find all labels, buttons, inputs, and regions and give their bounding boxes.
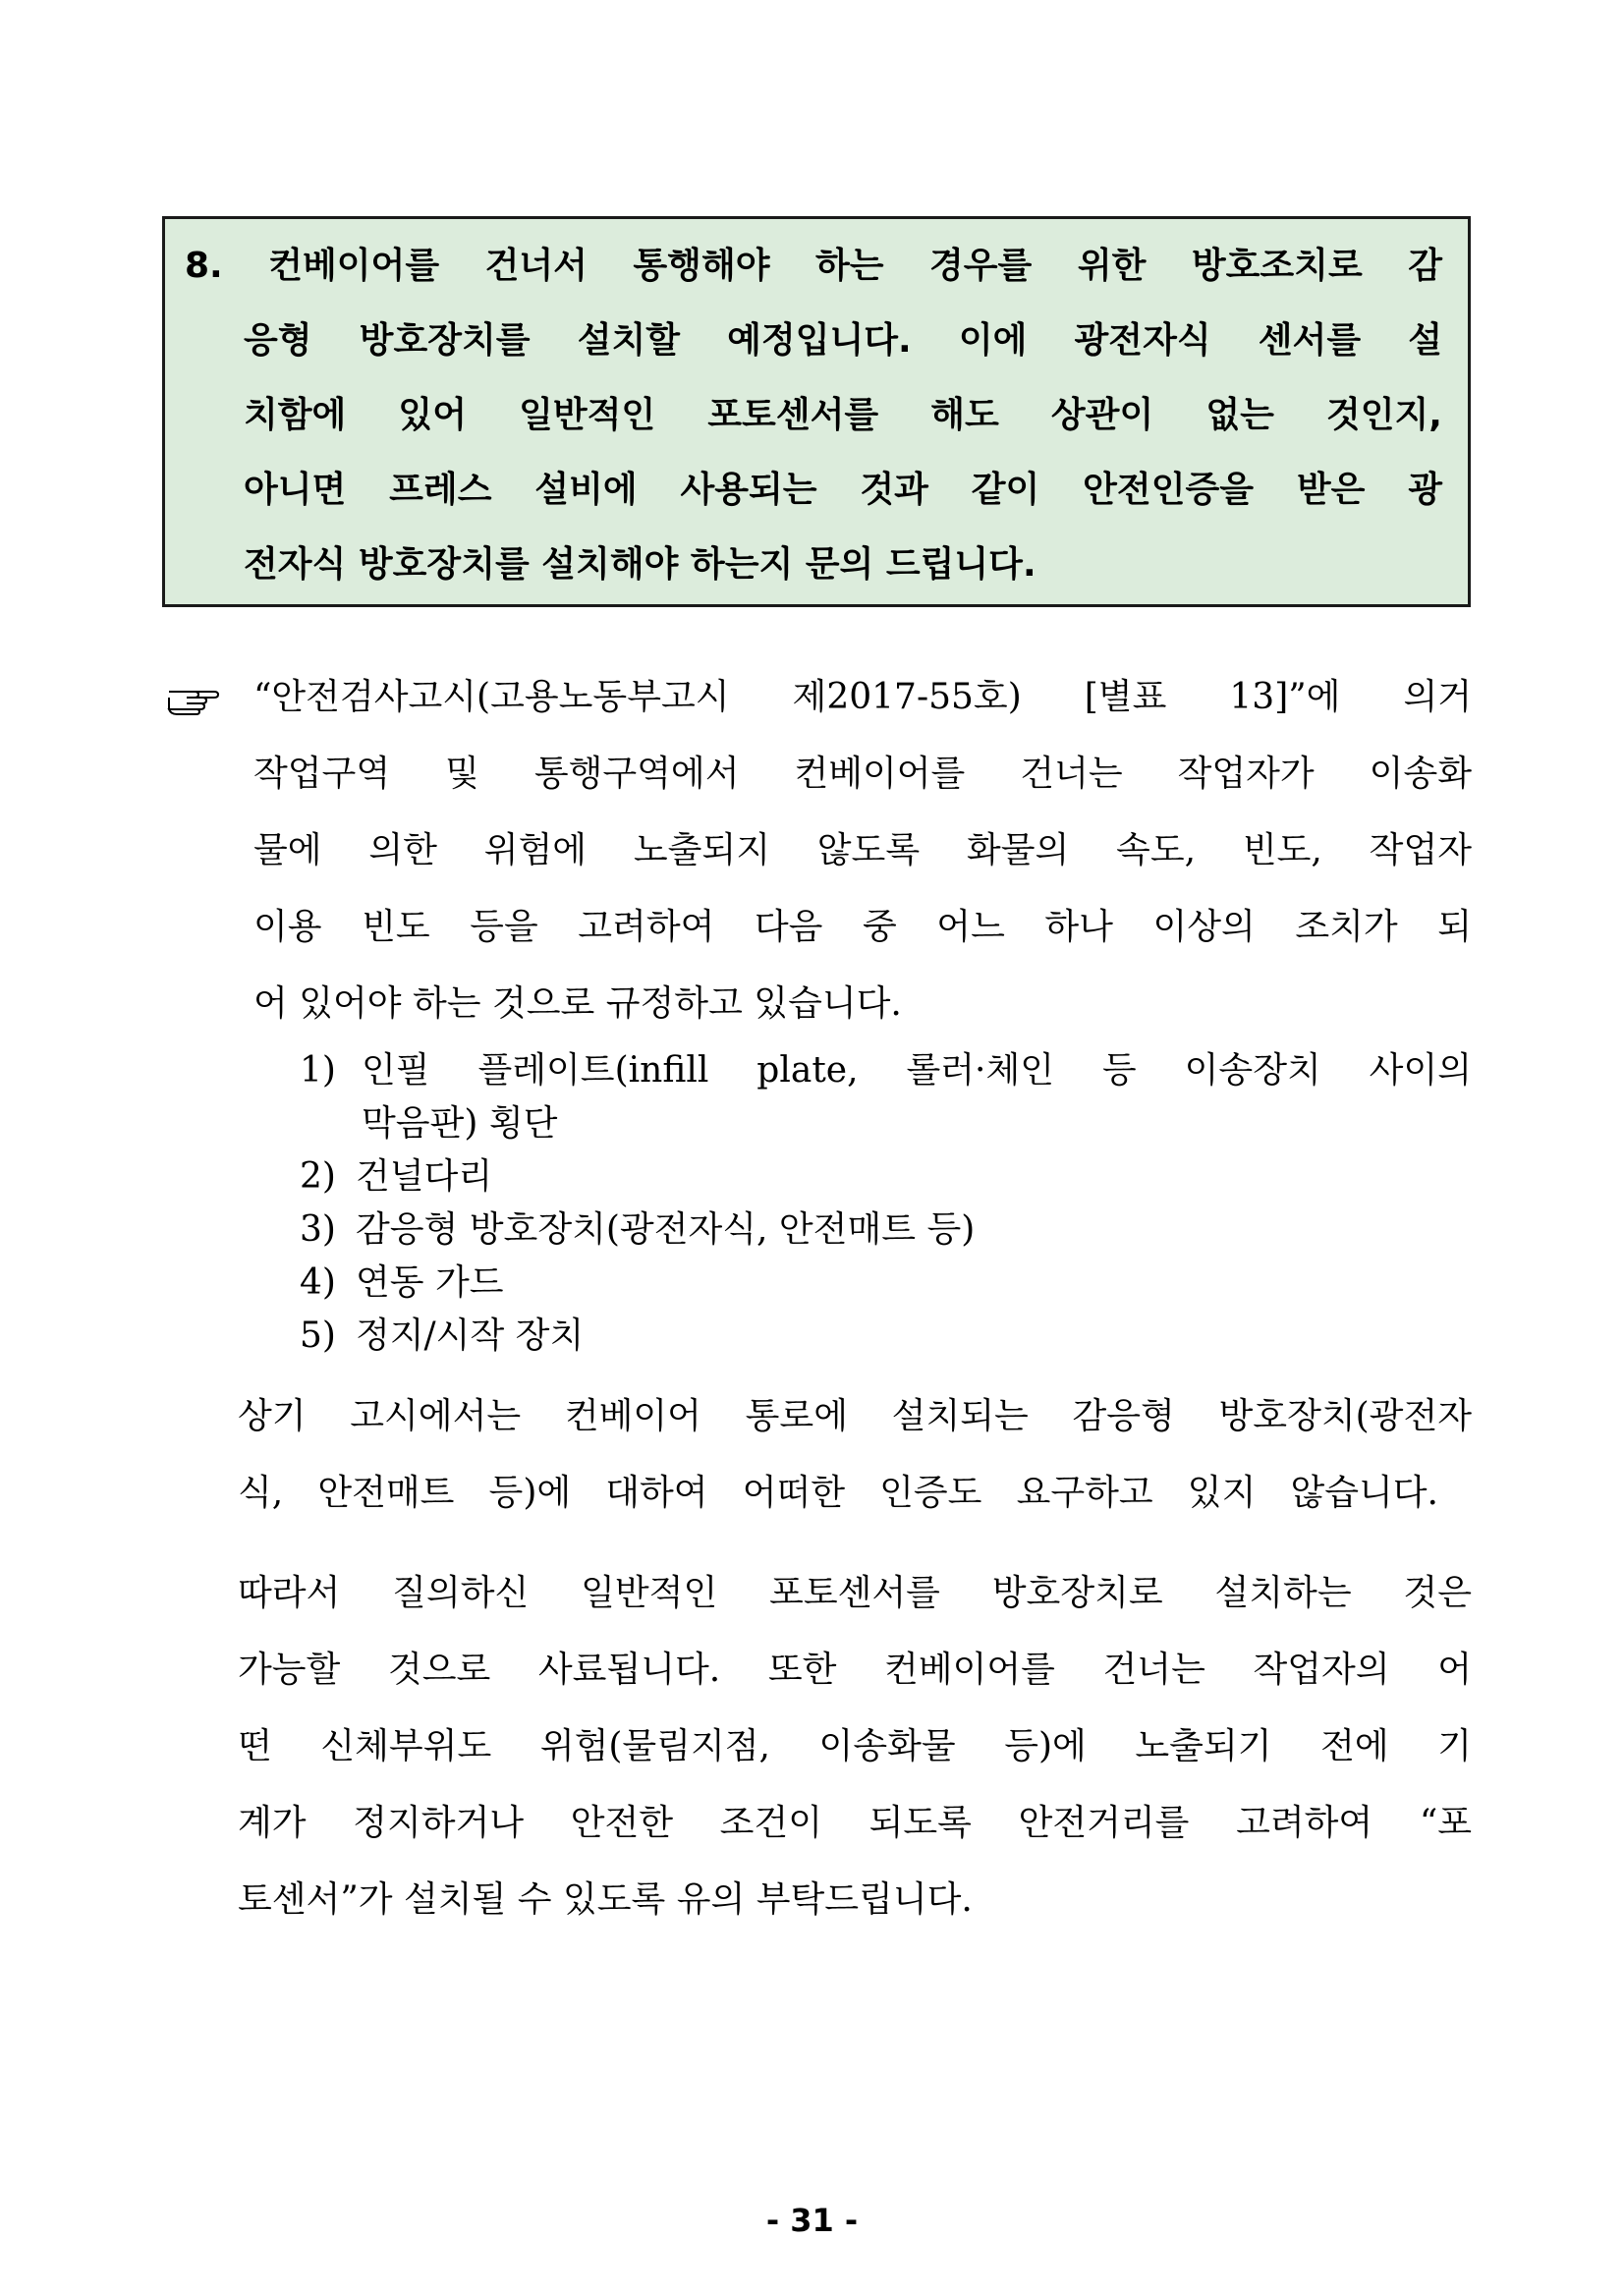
measure-number-2: 2) (300, 1156, 336, 1197)
question-line-4: 아니면 프레스 설비에 사용되는 것과 같이 안전인증을 받은 광 (244, 470, 1442, 510)
paragraph2-line-1: 상기 고시에서는 컨베이어 통로에 설치되는 감응형 방호장치(광전자 (238, 1396, 1472, 1436)
question-box (162, 216, 1471, 607)
answer-line-5: 어 있어야 하는 것으로 규정하고 있습니다. (253, 983, 902, 1024)
measure-4-text: 연동 가드 (356, 1262, 504, 1303)
paragraph3-line-5: 토센서”가 설치될 수 있도록 유의 부탁드립니다. (238, 1879, 973, 1920)
page-number: - 31 - (765, 2202, 859, 2239)
measure-5-text: 정지/시작 장치 (356, 1316, 585, 1356)
answer-line-1: “안전검사고시(고용노동부고시 제2017-55호) [별표 13]”에 의거 (253, 677, 1472, 717)
measure-1-line-1: 인필 플레이트(infill plate, 롤러·체인 등 이송장치 사이의 (362, 1050, 1472, 1091)
paragraph2-line-2: 식, 안전매트 등)에 대하여 어떠한 인증도 요구하고 있지 않습니다. (238, 1473, 1438, 1513)
question-line-3: 치함에 있어 일반적인 포토센서를 해도 상관이 없는 것인지, (244, 395, 1442, 435)
measure-1-line-2: 막음판) 횡단 (362, 1103, 558, 1144)
measure-3-text: 감응형 방호장치(광전자식, 안전매트 등) (356, 1209, 976, 1250)
paragraph3-line-2: 가능할 것으로 사료됩니다. 또한 컨베이어를 건너는 작업자의 어 (238, 1650, 1472, 1690)
measure-number-3: 3) (300, 1209, 336, 1250)
answer-line-3: 물에 의한 위험에 노출되지 않도록 화물의 속도, 빈도, 작업자 (253, 830, 1472, 870)
measure-number-5: 5) (300, 1316, 336, 1356)
paragraph3-line-4: 계가 정지하거나 안전한 조건이 되도록 안전거리를 고려하여 “포 (238, 1803, 1472, 1843)
question-line-5: 전자식 방호장치를 설치해야 하는지 문의 드립니다. (244, 544, 1036, 585)
answer-line-2: 작업구역 및 통행구역에서 컨베이어를 건너는 작업자가 이송화 (253, 754, 1472, 794)
question-line-2: 응형 방호장치를 설치할 예정입니다. 이에 광전자식 센서를 설 (244, 320, 1442, 361)
question-line-1: 8. 컨베이어를 건너서 통행해야 하는 경우를 위한 방호조치로 감 (185, 246, 1442, 286)
paragraph3-line-3: 떤 신체부위도 위험(물림지점, 이송화물 등)에 노출되기 전에 기 (238, 1726, 1472, 1766)
measure-number-4: 4) (300, 1262, 336, 1303)
answer-line-4: 이용 빈도 등을 고려하여 다음 중 어느 하나 이상의 조치가 되 (253, 907, 1472, 947)
measure-2-text: 건널다리 (356, 1156, 493, 1197)
question-number: 8. (185, 246, 223, 286)
measure-number-1: 1) (300, 1050, 336, 1091)
pointing-hand-icon (165, 678, 220, 717)
paragraph3-line-1: 따라서 질의하신 일반적인 포토센서를 방호장치로 설치하는 것은 (238, 1573, 1472, 1613)
